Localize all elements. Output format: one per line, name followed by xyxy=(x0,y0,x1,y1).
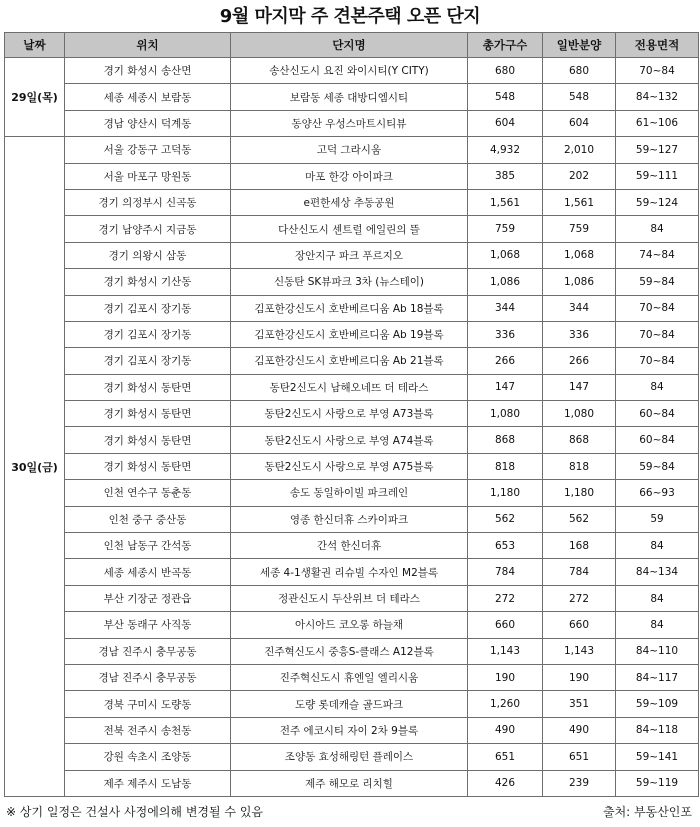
total-units-cell: 759 xyxy=(468,216,543,242)
general-sale-cell: 272 xyxy=(543,585,616,611)
complex-name-cell: 간석 한신더휴 xyxy=(231,533,468,559)
table-row xyxy=(5,744,699,770)
complex-name-cell: 마포 한강 아이파크 xyxy=(231,163,468,189)
complex-name-cell: 송도 동일하이빌 파크레인 xyxy=(231,480,468,506)
location-cell: 제주 제주시 도남동 xyxy=(65,770,231,796)
complex-name-cell: 아시아드 코오롱 하늘채 xyxy=(231,612,468,638)
general-sale-cell: 344 xyxy=(543,295,616,321)
total-units-cell: 548 xyxy=(468,84,543,110)
schedule-table xyxy=(4,32,699,797)
general-sale-cell: 2,010 xyxy=(543,137,616,163)
location-cell: 경기 김포시 장기동 xyxy=(65,295,231,321)
complex-name-cell: 신동탄 SK뷰파크 3차 (뉴스테이) xyxy=(231,269,468,295)
location-cell: 인천 연수구 동춘동 xyxy=(65,480,231,506)
complex-name-cell: 동탄2신도시 사랑으로 부영 A74블록 xyxy=(231,427,468,453)
general-sale-cell: 239 xyxy=(543,770,616,796)
total-units-cell: 4,932 xyxy=(468,137,543,163)
total-units-cell: 1,068 xyxy=(468,242,543,268)
location-cell: 경기 화성시 동탄면 xyxy=(65,374,231,400)
complex-name-cell: 고덕 그라시움 xyxy=(231,137,468,163)
location-cell: 경기 의왕시 삼동 xyxy=(65,242,231,268)
location-cell: 부산 동래구 사직동 xyxy=(65,612,231,638)
table-row xyxy=(5,612,699,638)
general-sale-cell: 604 xyxy=(543,110,616,136)
header-row xyxy=(5,33,699,58)
table-row xyxy=(5,717,699,743)
general-sale-cell: 759 xyxy=(543,216,616,242)
table-row xyxy=(5,321,699,347)
exclusive-area-cell: 59~84 xyxy=(616,269,699,295)
complex-name-cell: 진주혁신도시 중흥S-클래스 A12블록 xyxy=(231,638,468,664)
general-sale-cell: 490 xyxy=(543,717,616,743)
table-row xyxy=(5,480,699,506)
general-sale-cell: 651 xyxy=(543,744,616,770)
total-units-cell: 604 xyxy=(468,110,543,136)
location-cell: 경기 화성시 기산동 xyxy=(65,269,231,295)
exclusive-area-cell: 84 xyxy=(616,585,699,611)
total-units-cell: 660 xyxy=(468,612,543,638)
total-units-cell: 680 xyxy=(468,58,543,84)
table-row xyxy=(5,559,699,585)
table-row xyxy=(5,269,699,295)
total-units-cell: 1,561 xyxy=(468,189,543,215)
header-general-sale: 일반분양 xyxy=(543,33,616,58)
table-row xyxy=(5,58,699,84)
exclusive-area-cell: 84 xyxy=(616,612,699,638)
header-complex-name: 단지명 xyxy=(231,33,468,58)
table-row xyxy=(5,374,699,400)
general-sale-cell: 336 xyxy=(543,321,616,347)
complex-name-cell: 제주 해모로 리치힐 xyxy=(231,770,468,796)
complex-name-cell: 전주 에코시티 자이 2차 9블록 xyxy=(231,717,468,743)
exclusive-area-cell: 70~84 xyxy=(616,348,699,374)
location-cell: 세종 세종시 반곡동 xyxy=(65,559,231,585)
total-units-cell: 1,080 xyxy=(468,401,543,427)
general-sale-cell: 680 xyxy=(543,58,616,84)
table-row xyxy=(5,348,699,374)
exclusive-area-cell: 74~84 xyxy=(616,242,699,268)
footer-source: 출처: 부동산인포 xyxy=(602,805,692,819)
header-total-units: 총가구수 xyxy=(468,33,543,58)
total-units-cell: 784 xyxy=(468,559,543,585)
general-sale-cell: 660 xyxy=(543,612,616,638)
table-row xyxy=(5,216,699,242)
table-row xyxy=(5,585,699,611)
location-cell: 서울 마포구 망원동 xyxy=(65,163,231,189)
exclusive-area-cell: 84~118 xyxy=(616,717,699,743)
exclusive-area-cell: 59~127 xyxy=(616,137,699,163)
table-row xyxy=(5,84,699,110)
exclusive-area-cell: 84 xyxy=(616,533,699,559)
table-row xyxy=(5,401,699,427)
general-sale-cell: 1,180 xyxy=(543,480,616,506)
complex-name-cell: 김포한강신도시 호반베르디움 Ab 19블록 xyxy=(231,321,468,347)
footer xyxy=(6,803,692,820)
exclusive-area-cell: 59~141 xyxy=(616,744,699,770)
exclusive-area-cell: 70~84 xyxy=(616,295,699,321)
complex-name-cell: 동탄2신도시 사랑으로 부영 A75블록 xyxy=(231,453,468,479)
header-date: 날짜 xyxy=(5,33,65,58)
complex-name-cell: 동탄2신도시 남해오네뜨 더 테라스 xyxy=(231,374,468,400)
table-row xyxy=(5,163,699,189)
complex-name-cell: e편한세상 추동공원 xyxy=(231,189,468,215)
exclusive-area-cell: 60~84 xyxy=(616,427,699,453)
general-sale-cell: 190 xyxy=(543,664,616,690)
general-sale-cell: 147 xyxy=(543,374,616,400)
total-units-cell: 266 xyxy=(468,348,543,374)
location-cell: 경기 화성시 동탄면 xyxy=(65,401,231,427)
total-units-cell: 1,260 xyxy=(468,691,543,717)
total-units-cell: 653 xyxy=(468,533,543,559)
general-sale-cell: 1,086 xyxy=(543,269,616,295)
exclusive-area-cell: 84~117 xyxy=(616,664,699,690)
total-units-cell: 1,180 xyxy=(468,480,543,506)
table-row xyxy=(5,242,699,268)
location-cell: 세종 세종시 보람동 xyxy=(65,84,231,110)
table-row xyxy=(5,664,699,690)
location-cell: 경기 의정부시 신곡동 xyxy=(65,189,231,215)
location-cell: 경기 김포시 장기동 xyxy=(65,348,231,374)
location-cell: 경기 김포시 장기동 xyxy=(65,321,231,347)
general-sale-cell: 784 xyxy=(543,559,616,585)
page-title: 9월 마지막 주 견본주택 오픈 단지 xyxy=(219,6,481,27)
complex-name-cell: 동탄2신도시 사랑으로 부영 A73블록 xyxy=(231,401,468,427)
complex-name-cell: 진주혁신도시 휴엔일 엘리시움 xyxy=(231,664,468,690)
complex-name-cell: 영종 한신더휴 스카이파크 xyxy=(231,506,468,532)
header-location: 위치 xyxy=(65,33,231,58)
exclusive-area-cell: 66~93 xyxy=(616,480,699,506)
total-units-cell: 490 xyxy=(468,717,543,743)
general-sale-cell: 1,068 xyxy=(543,242,616,268)
total-units-cell: 426 xyxy=(468,770,543,796)
location-cell: 인천 남동구 간석동 xyxy=(65,533,231,559)
table-row xyxy=(5,533,699,559)
total-units-cell: 385 xyxy=(468,163,543,189)
exclusive-area-cell: 59~84 xyxy=(616,453,699,479)
total-units-cell: 1,143 xyxy=(468,638,543,664)
complex-name-cell: 보람동 세종 대방디엠시티 xyxy=(231,84,468,110)
exclusive-area-cell: 59 xyxy=(616,506,699,532)
exclusive-area-cell: 60~84 xyxy=(616,401,699,427)
exclusive-area-cell: 70~84 xyxy=(616,58,699,84)
complex-name-cell: 동양산 우성스마트시티뷰 xyxy=(231,110,468,136)
total-units-cell: 272 xyxy=(468,585,543,611)
location-cell: 인천 중구 중산동 xyxy=(65,506,231,532)
table-row xyxy=(5,110,699,136)
table-row xyxy=(5,427,699,453)
complex-name-cell: 정관신도시 두산위브 더 테라스 xyxy=(231,585,468,611)
general-sale-cell: 1,143 xyxy=(543,638,616,664)
header-exclusive-area: 전용면적 xyxy=(616,33,699,58)
table-row xyxy=(5,189,699,215)
general-sale-cell: 868 xyxy=(543,427,616,453)
location-cell: 경남 진주시 충무공동 xyxy=(65,638,231,664)
table-row xyxy=(5,770,699,796)
table-row xyxy=(5,506,699,532)
general-sale-cell: 818 xyxy=(543,453,616,479)
exclusive-area-cell: 84~134 xyxy=(616,559,699,585)
location-cell: 경남 양산시 덕계동 xyxy=(65,110,231,136)
complex-name-cell: 김포한강신도시 호반베르디움 Ab 21블록 xyxy=(231,348,468,374)
general-sale-cell: 548 xyxy=(543,84,616,110)
complex-name-cell: 세종 4-1생활권 리슈빌 수자인 M2블록 xyxy=(231,559,468,585)
complex-name-cell: 김포한강신도시 호반베르디움 Ab 18블록 xyxy=(231,295,468,321)
general-sale-cell: 562 xyxy=(543,506,616,532)
table-row xyxy=(5,453,699,479)
table-row xyxy=(5,638,699,664)
complex-name-cell: 송산신도시 요진 와이시티(Y CITY) xyxy=(231,58,468,84)
location-cell: 경북 구미시 도량동 xyxy=(65,691,231,717)
exclusive-area-cell: 84 xyxy=(616,216,699,242)
total-units-cell: 1,086 xyxy=(468,269,543,295)
location-cell: 경기 남양주시 지금동 xyxy=(65,216,231,242)
total-units-cell: 147 xyxy=(468,374,543,400)
location-cell: 경기 화성시 동탄면 xyxy=(65,427,231,453)
exclusive-area-cell: 61~106 xyxy=(616,110,699,136)
exclusive-area-cell: 84~132 xyxy=(616,84,699,110)
location-cell: 부산 기장군 정관읍 xyxy=(65,585,231,611)
table-row xyxy=(5,137,699,163)
complex-name-cell: 다산신도시 센트럴 에일린의 뜰 xyxy=(231,216,468,242)
general-sale-cell: 1,080 xyxy=(543,401,616,427)
total-units-cell: 651 xyxy=(468,744,543,770)
location-cell: 서울 강동구 고덕동 xyxy=(65,137,231,163)
exclusive-area-cell: 84~110 xyxy=(616,638,699,664)
exclusive-area-cell: 70~84 xyxy=(616,321,699,347)
footer-note: ※ 상기 일정은 건설사 사정에의해 변경될 수 있음 xyxy=(6,805,264,819)
location-cell: 경기 화성시 동탄면 xyxy=(65,453,231,479)
total-units-cell: 344 xyxy=(468,295,543,321)
table-row xyxy=(5,691,699,717)
exclusive-area-cell: 84 xyxy=(616,374,699,400)
general-sale-cell: 168 xyxy=(543,533,616,559)
general-sale-cell: 202 xyxy=(543,163,616,189)
exclusive-area-cell: 59~109 xyxy=(616,691,699,717)
exclusive-area-cell: 59~119 xyxy=(616,770,699,796)
date-cell: 30일(금) xyxy=(5,137,65,797)
complex-name-cell: 조양동 효성해링턴 플레이스 xyxy=(231,744,468,770)
total-units-cell: 190 xyxy=(468,664,543,690)
date-cell: 29일(목) xyxy=(5,58,65,137)
location-cell: 강원 속초시 조양동 xyxy=(65,744,231,770)
complex-name-cell: 장안지구 파크 푸르지오 xyxy=(231,242,468,268)
total-units-cell: 868 xyxy=(468,427,543,453)
general-sale-cell: 266 xyxy=(543,348,616,374)
total-units-cell: 818 xyxy=(468,453,543,479)
table-row xyxy=(5,295,699,321)
general-sale-cell: 1,561 xyxy=(543,189,616,215)
location-cell: 경남 진주시 충무공동 xyxy=(65,664,231,690)
exclusive-area-cell: 59~124 xyxy=(616,189,699,215)
location-cell: 전북 전주시 송천동 xyxy=(65,717,231,743)
location-cell: 경기 화성시 송산면 xyxy=(65,58,231,84)
complex-name-cell: 도량 롯데캐슬 골드파크 xyxy=(231,691,468,717)
total-units-cell: 336 xyxy=(468,321,543,347)
exclusive-area-cell: 59~111 xyxy=(616,163,699,189)
general-sale-cell: 351 xyxy=(543,691,616,717)
table-body xyxy=(5,58,699,797)
total-units-cell: 562 xyxy=(468,506,543,532)
